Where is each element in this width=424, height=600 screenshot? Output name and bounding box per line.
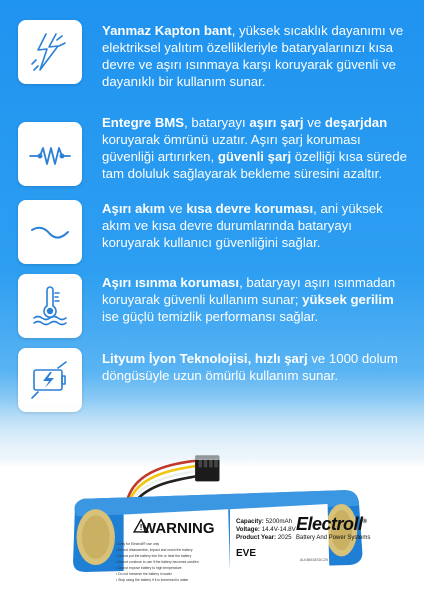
highlight-text: kısa devre koruması [186, 201, 314, 216]
body-text: , yüksek sıcaklık dayanımı ve elektriksel yalıtım özellikleriyle bataryalarınızı kısa devre ve aşırı ısınmaya karşı koruyarak güvenli ve dayanıklı bir kullanım sunar. [102, 23, 404, 89]
capacity-value: 5200mAh [265, 518, 293, 525]
brand-logo: Electroll® [296, 514, 367, 534]
body-text: özelliği kısa sürede tam doluluk sağlayarak bekleme süresini azaltır. [102, 149, 407, 181]
body-text: ise güçlü temizlik performansı sağlar. [102, 309, 319, 324]
highlight-text: güvenli şarj [217, 149, 292, 164]
wave-icon [18, 200, 82, 264]
year-value: 2025 [277, 534, 292, 541]
cell-brand: EVE [236, 548, 257, 559]
highlight-text: Entegre BMS [102, 115, 185, 130]
serial-number: ALK86518SDCZK [300, 558, 329, 562]
feature-text [102, 22, 412, 90]
spec-block [236, 518, 296, 542]
battery-illustration [0, 420, 424, 600]
feature-text [102, 114, 412, 182]
warning-line: • Do not disassemble, impact and crush the battery [116, 548, 193, 552]
body-text: koruyarak ömrünü uzatır. Aşırı şarj koruması güvenliği artırırken, [102, 132, 361, 164]
year-label: Product Year: [236, 534, 277, 541]
thermometer-icon [18, 274, 82, 338]
voltage-label: Voltage: [236, 526, 260, 533]
highlight-text: Lityum İyon Teknolojisi, hızlı şarj [102, 351, 308, 366]
body-text: ve [165, 201, 187, 216]
warning-line: • Do not continue to use if the battery becomes swollen [116, 560, 199, 564]
highlight-text: Aşırı ısınma koruması [102, 275, 240, 290]
body-text: , ani yüksek akım ve kısa devre durumlarında bataryayı koruyarak kullanıcı güvenliğini sağlar. [102, 201, 383, 250]
plug-connector [195, 455, 219, 481]
fast-charge-battery-icon [18, 348, 82, 412]
resistor-icon [18, 122, 82, 186]
capacity-label: Capacity: [236, 518, 264, 525]
body-text: , bataryayı aşırı ısınmadan koruyarak güvenli kullanım sunar; [102, 275, 396, 307]
warning-line: • Do not expose battery to high temperature [116, 566, 182, 570]
brand-tagline: Battery And Power Systems [296, 535, 371, 541]
warning-line: • Do not put the battery into fire or heat the battery [116, 554, 192, 558]
highlight-text: deşarjdan [324, 115, 388, 130]
body-text: , bataryayı [184, 115, 250, 130]
body-text: ve 1000 dolum döngüsüyle uzun ömürlü kullanım sunar. [102, 351, 398, 383]
highlight-text: aşırı şarj [249, 115, 304, 130]
warning-title: WARNING [142, 520, 215, 537]
lightning-icon [18, 20, 82, 84]
body-text: ve [303, 115, 325, 130]
highlight-text: yüksek gerilim [302, 292, 394, 307]
feature-text [102, 200, 412, 251]
voltage-value: 14.4V-14.8V [261, 526, 296, 533]
highlight-text: Yanmaz Kapton bant [102, 23, 232, 38]
feature-text [102, 274, 412, 325]
warning-line: • Do not immerse the battery in water [116, 572, 172, 576]
warning-list [116, 541, 228, 583]
svg-text:!: ! [139, 523, 143, 533]
warning-line: • Only for Electroll® use only [116, 542, 160, 546]
warning-line: • Stop using the battery if it is immersed in water [116, 578, 189, 582]
feature-text [102, 350, 412, 384]
highlight-text: Aşırı akım [102, 201, 166, 216]
